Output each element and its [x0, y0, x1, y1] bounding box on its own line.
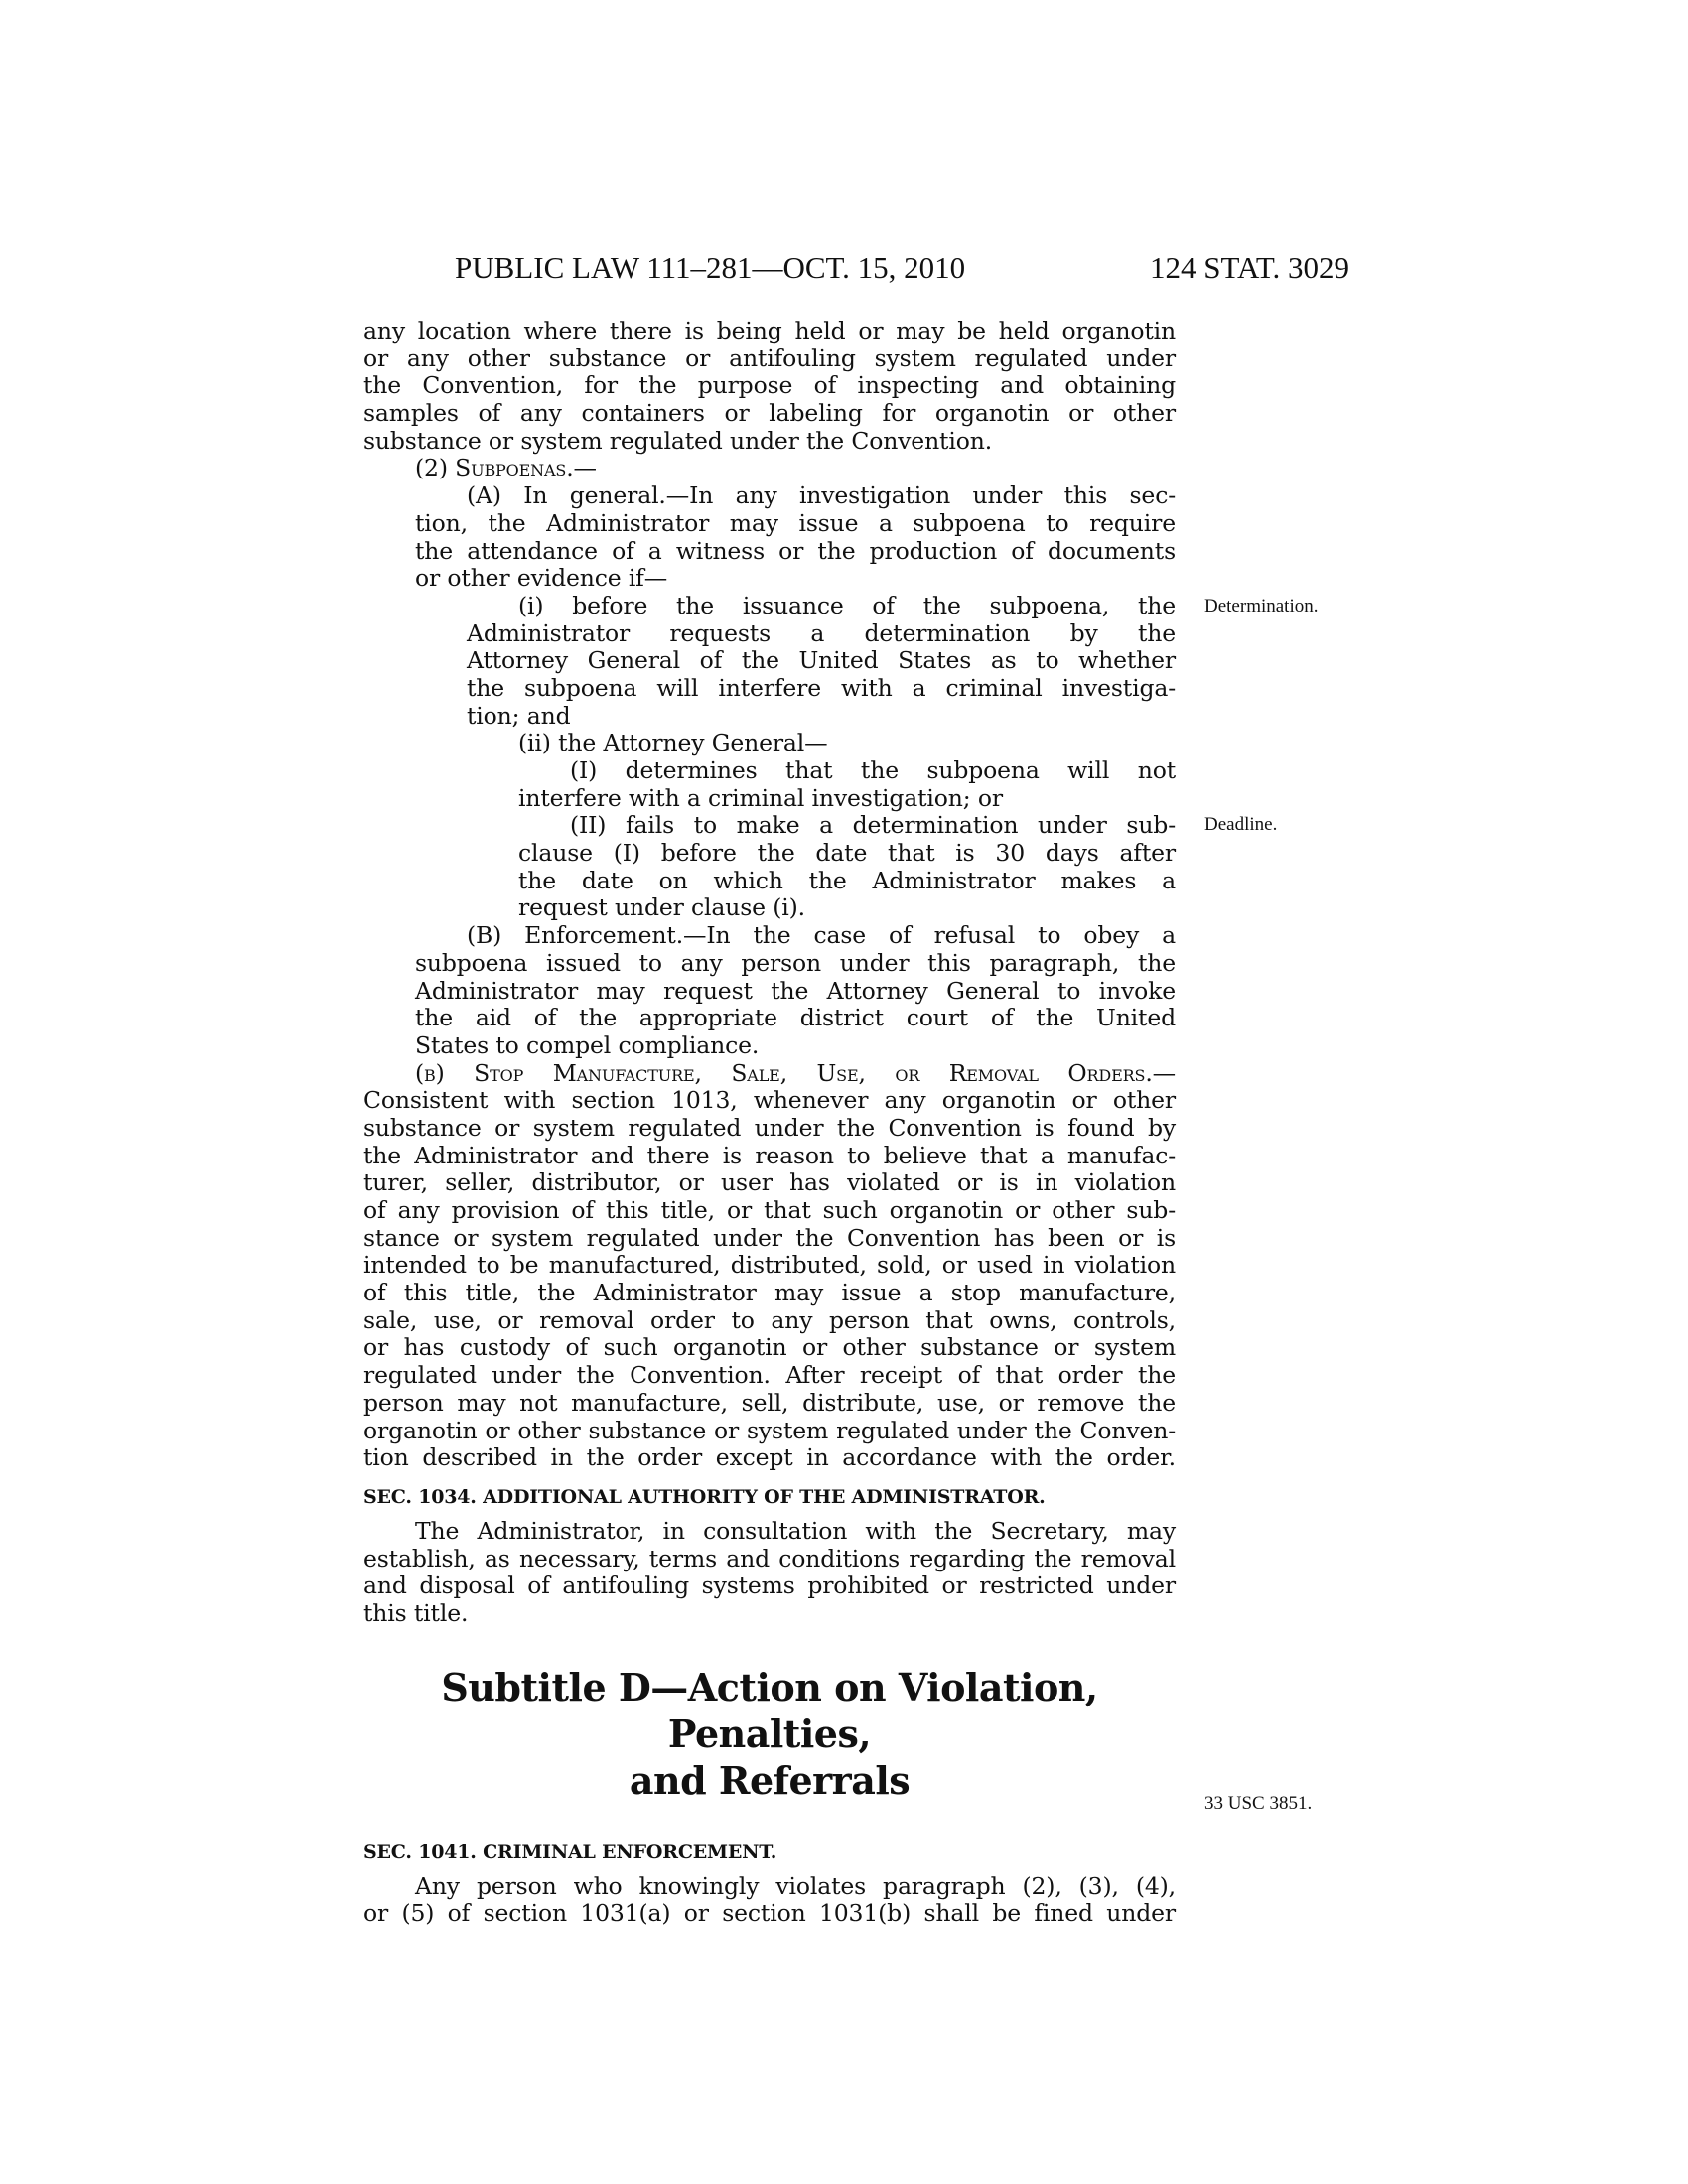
clause-i-line: the subpoena will interfere with a criminal investiga-: [467, 673, 1176, 702]
margin-note-deadline: Deadline.: [1204, 814, 1278, 835]
subsection-b-line: substance or system regulated under the Convention is found by: [363, 1113, 1176, 1142]
subsection-b-line: Consistent with section 1013, whenever any organotin or other: [363, 1086, 1176, 1115]
margin-note-usc-citation: 33 USC 3851.: [1204, 1793, 1313, 1814]
subsection-b-line: tion described in the order except in accordance with the order.: [363, 1443, 1176, 1472]
subclause-II-line: request under clause (i).: [518, 893, 805, 922]
section-1041-line: or (5) of section 1031(a) or section 1031(b) shall be fined under: [363, 1899, 1176, 1928]
section-1041-heading: SEC. 1041. CRIMINAL ENFORCEMENT.: [363, 1841, 777, 1863]
subsection-b-line: turer, seller, distributor, or user has violated or is in violation: [363, 1168, 1176, 1197]
margin-note-determination: Determination.: [1204, 596, 1319, 616]
subsection-b-line: of any provision of this title, or that such organotin or other sub-: [363, 1196, 1176, 1224]
text-line: or any other substance or antifouling system regulated under: [363, 343, 1176, 372]
subparagraph-a-line: the attendance of a witness or the production of documents: [415, 536, 1176, 565]
subclause-II-line: clause (I) before the date that is 30 days after: [518, 839, 1176, 868]
text-line: the Convention, for the purpose of inspecting and obtaining: [363, 371, 1176, 400]
subsection-b-line: sale, use, or removal order to any person that owns, controls,: [363, 1305, 1176, 1334]
subtitle-heading: [363, 1664, 1176, 1804]
text-line: samples of any containers or labeling for organotin or other: [363, 399, 1176, 428]
text-line: substance or system regulated under the Convention.: [363, 426, 993, 455]
clause-i-line: Administrator requests a determination by the: [467, 618, 1176, 647]
subparagraph-b-line: (B) Enforcement.—In the case of refusal to obey a: [467, 921, 1176, 950]
subsection-b-line: regulated under the Convention. After receipt of that order the: [363, 1361, 1176, 1390]
subsection-b-line: of this title, the Administrator may issue a stop manufacture,: [363, 1279, 1176, 1307]
header-public-law: PUBLIC LAW 111–281—OCT. 15, 2010: [455, 250, 966, 285]
subparagraph-a-line: (A) In general.—In any investigation under this sec-: [467, 481, 1176, 510]
clause-i-line: (i) before the issuance of the subpoena, the: [518, 591, 1176, 619]
subclause-II-line: (II) fails to make a determination under sub-: [570, 811, 1176, 840]
subclause-I-line: (I) determines that the subpoena will not: [570, 756, 1176, 784]
text-line: any location where there is being held or may be held organotin: [363, 317, 1176, 344]
clause-i-line: tion; and: [467, 701, 571, 730]
clause-ii-line: (ii) the Attorney General—: [518, 729, 828, 757]
subparagraph-b-line: subpoena issued to any person under this paragraph, the: [415, 948, 1176, 977]
header-stat-page: 124 STAT. 3029: [1150, 250, 1350, 285]
subclause-I-line: interfere with a criminal investigation; or: [518, 783, 1003, 812]
subsection-b-line: person may not manufacture, sell, distribute, use, or remove the: [363, 1388, 1176, 1417]
running-header: [0, 250, 1688, 290]
subsection-b-line: the Administrator and there is reason to believe that a manufac-: [363, 1141, 1176, 1169]
subclause-II-line: the date on which the Administrator makes a: [518, 866, 1176, 894]
subsection-b-line: stance or system regulated under the Convention has been or is: [363, 1223, 1176, 1252]
subparagraph-a-line: tion, the Administrator may issue a subpoena to require: [415, 508, 1176, 537]
section-1034-line: and disposal of antifouling systems prohibited or restricted under: [363, 1571, 1176, 1600]
subparagraph-b-line: the aid of the appropriate district court of the United: [415, 1004, 1176, 1032]
subparagraph-a-line: or other evidence if—: [415, 564, 668, 593]
paragraph-subpoenas-heading: (2) Subpoenas.—: [415, 454, 597, 482]
subsection-b-line: intended to be manufactured, distributed, sold, or used in violation: [363, 1251, 1176, 1280]
subtitle-line: Subtitle D—Action on Violation, Penalties,: [441, 1664, 1098, 1756]
subsection-b-line: organotin or other substance or system regulated under the Conven-: [363, 1416, 1176, 1444]
section-1034-heading: SEC. 1034. ADDITIONAL AUTHORITY OF THE ADMINISTRATOR.: [363, 1485, 1046, 1508]
subsection-b-line: or has custody of such organotin or other substance or system: [363, 1333, 1176, 1362]
section-1034-line: The Administrator, in consultation with the Secretary, may: [415, 1516, 1176, 1545]
document-body: [363, 318, 1176, 1928]
section-1041-line: Any person who knowingly violates paragraph (2), (3), (4),: [415, 1871, 1176, 1900]
section-1034-line: establish, as necessary, terms and conditions regarding the removal: [363, 1544, 1176, 1572]
section-1034-line: this title.: [363, 1598, 469, 1627]
clause-i-line: Attorney General of the United States as to whether: [467, 646, 1176, 675]
subparagraph-b-line: Administrator may request the Attorney General to invoke: [415, 976, 1176, 1005]
subtitle-line: and Referrals: [629, 1757, 911, 1803]
subsection-b-heading: (b) Stop Manufacture, Sale, Use, or Removal Orders.—: [415, 1058, 1176, 1087]
subparagraph-b-line: States to compel compliance.: [415, 1030, 760, 1059]
